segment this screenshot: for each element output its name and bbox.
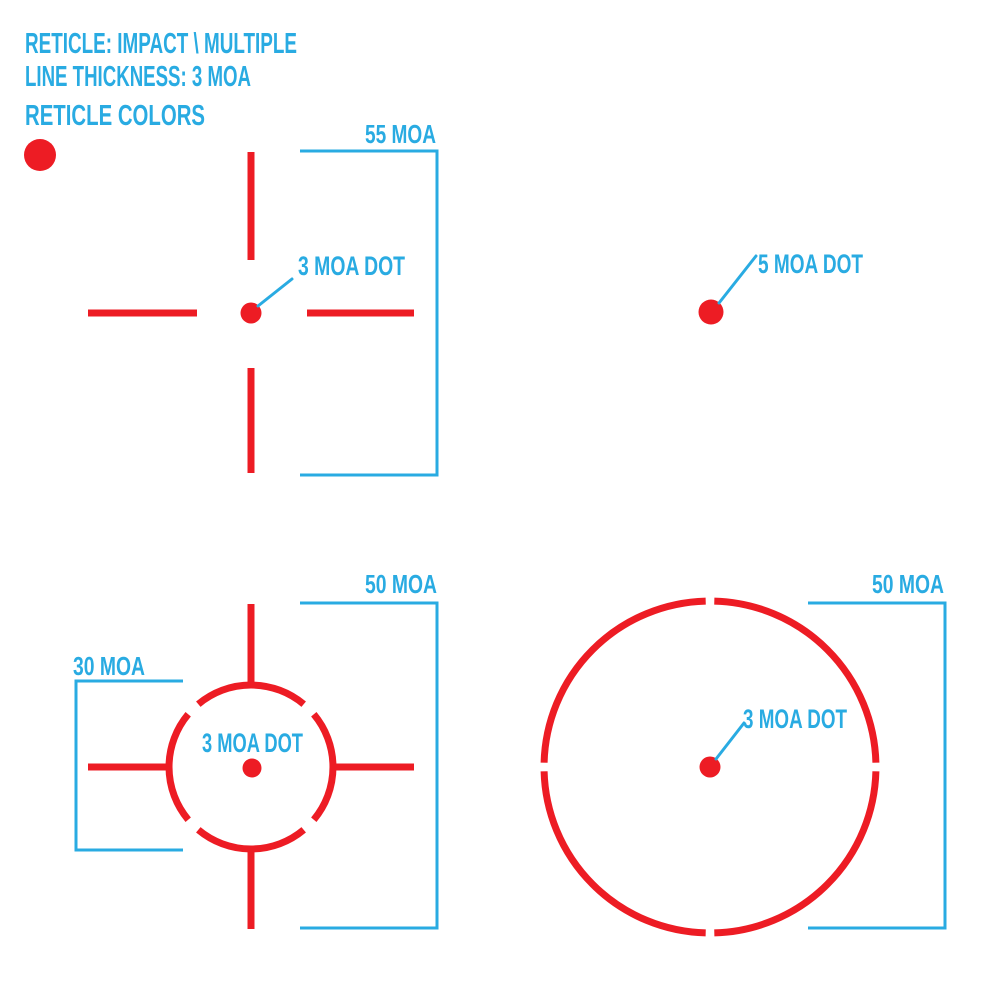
label-3-moa-dot: 3 MOA DOT <box>298 251 406 281</box>
reticle-circle-crosshair-dot <box>73 569 437 929</box>
leader-line <box>716 723 744 759</box>
circle-arc-top-left <box>544 601 706 763</box>
leader-line <box>258 279 292 306</box>
reticle-segmented-circle-dot <box>544 569 945 933</box>
circle-arc-left <box>169 714 188 819</box>
label-3-moa-dot: 3 MOA DOT <box>743 704 848 734</box>
header-reticle-name: RETICLE: IMPACT \ MULTIPLE <box>25 28 297 60</box>
header <box>24 28 297 171</box>
circle-arc-bottom-right <box>714 771 876 933</box>
circle-arc-bottom <box>198 830 303 849</box>
circle-arc-top <box>198 685 303 704</box>
center-dot <box>243 759 262 778</box>
label-50-moa: 50 MOA <box>872 569 945 599</box>
reticle-5moa-dot <box>699 249 864 325</box>
red-color-swatch-dot <box>24 139 56 171</box>
circle-arc-top-right <box>714 601 876 763</box>
label-3-moa-dot: 3 MOA DOT <box>202 728 304 758</box>
label-55-moa: 55 MOA <box>365 119 437 149</box>
header-line-thickness: LINE THICKNESS: 3 MOA <box>25 61 252 93</box>
label-5-moa-dot: 5 MOA DOT <box>758 249 864 279</box>
circle-arc-bottom-left <box>544 771 706 933</box>
reticle-crosshair-3moa-dot <box>88 119 437 475</box>
label-30-moa: 30 MOA <box>73 651 146 681</box>
label-50-moa: 50 MOA <box>365 569 438 599</box>
circle-arc-right <box>314 714 333 819</box>
leader-line <box>719 256 756 303</box>
header-reticle-colors: RETICLE COLORS <box>25 100 205 132</box>
